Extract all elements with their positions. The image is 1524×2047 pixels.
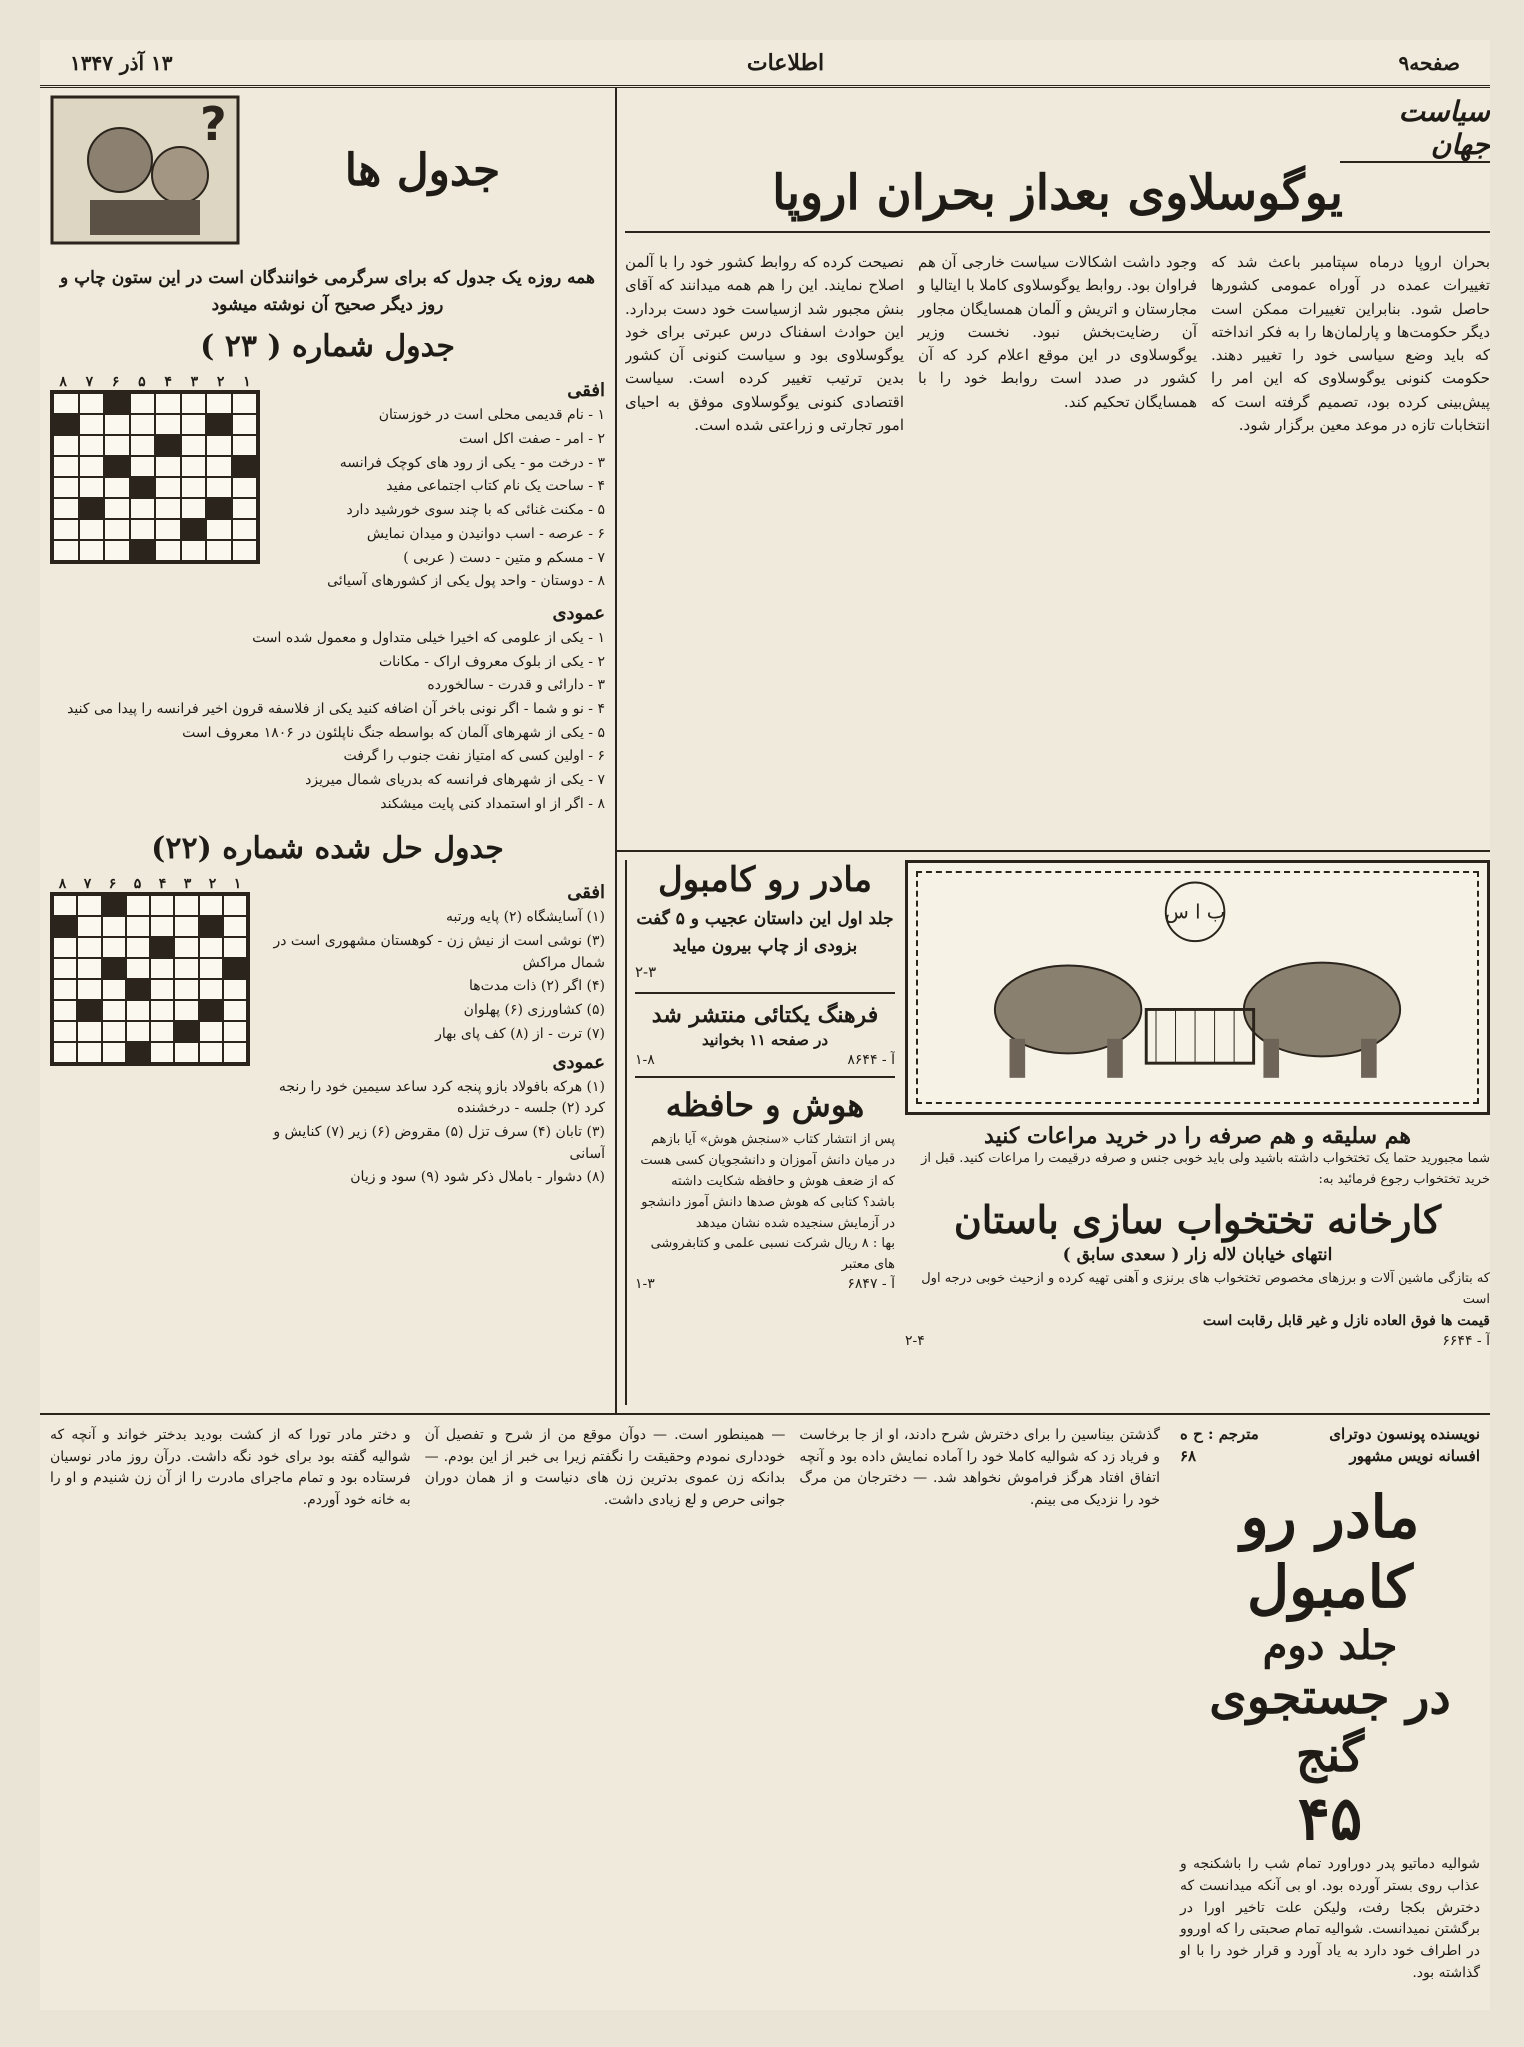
grid-cell[interactable] [174,937,198,958]
grid-cell[interactable] [53,498,79,519]
serial-column: گذشتن بیناسین را برای دخترش شرح دادند، او از جا برخاست و فریاد زد که شوالیه کاملا خود را آماده نمایش داده بود و آنچه اتفاق افتاد هرگز فراموش نخواهد شد. — دخترجان من مرگ خود را نزدیک می بینم. [799,1427,1160,1509]
grid-black-cell [181,519,207,540]
current-puzzle-title: جدول شماره ( ۲۳ ) [200,329,455,365]
grid-cell[interactable] [102,979,126,1000]
grid-cell[interactable] [53,937,77,958]
down-clue: ۶ - اولین کسی که امتیاز نفت جنوب را گرفت [343,748,605,765]
grid-cell[interactable] [79,435,105,456]
novel-ad-title: مادر رو کامبول [658,860,872,900]
grid-cell[interactable] [53,477,79,498]
grid-cell[interactable] [104,435,130,456]
solved-down-label: عمودی [552,1051,605,1073]
grid-cell[interactable] [53,456,79,477]
grid-column-number: ۵ [138,374,146,391]
grid-cell[interactable] [155,498,181,519]
solved-down-clue: (۸) دشوار - باملال ذکر شود (۹) سود و زیان [350,1169,605,1186]
grid-cell[interactable] [104,477,130,498]
across-clue: ۵ - مکنت غنائی که با چند سوی خورشید دارد [346,502,605,519]
grid-cell[interactable] [126,958,150,979]
grid-black-cell [150,937,174,958]
grid-black-cell [232,456,258,477]
grid-cell[interactable] [126,937,150,958]
grid-cell[interactable] [232,519,258,540]
issue-date: ۱۳ آذر ۱۳۴۷ [70,50,173,75]
grid-column-number: ۸ [59,374,67,391]
grid-cell[interactable] [206,540,232,561]
serial-column: و دختر مادر تورا که از کشت بودید بدختر خواند و آنچه که شوالیه گفته بود برای خود نگه داشت. درآن روز مادر نوسیان فرستاده بود و تمام ماجرای مادرت را از آن زن شنیدم و او را به خانه خود آوردم. [49,1427,411,1509]
across-clue: ۸ - دوستان - واحد پول یکی از کشورهای آسیائی [327,573,605,590]
column-rule [615,88,617,1413]
masthead [40,40,1490,88]
grid-cell[interactable] [130,393,156,414]
down-clue: ۴ - نو و شما - اگر نونی باخر آن اضافه کنید یکی از فلاسفه قرون اخیر فرانسه را پیدا می کنید [67,700,605,717]
serial-label: افسانه نویس مشهور [1349,1447,1480,1465]
grid-cell[interactable] [223,1000,247,1021]
grid-cell[interactable] [223,895,247,916]
down-clue: ۲ - یکی از بلوک معروف اراک - مکانات [379,653,605,670]
grid-black-cell [199,916,223,937]
bed-ad-slogan: هم سلیقه و هم صرفه را در خرید مراعات کنید [984,1123,1411,1149]
grid-cell[interactable] [53,519,79,540]
grid-black-cell [155,435,181,456]
grid-column-number: ۷ [83,876,92,893]
solved-puzzle-title: جدول حل شده شماره (۲۲) [151,831,504,867]
grid-cell[interactable] [206,519,232,540]
puzzle-figure-icon [50,95,240,245]
grid-cell[interactable] [174,1042,198,1063]
grid-cell[interactable] [104,519,130,540]
grid-cell[interactable] [53,393,79,414]
svg-text:?: ? [200,97,227,151]
grid-cell[interactable] [199,958,223,979]
serial-author: نویسنده پونسون دوترای [1329,1425,1480,1443]
grid-cell[interactable] [130,456,156,477]
grid-cell[interactable] [155,519,181,540]
grid-cell[interactable] [79,477,105,498]
grid-cell[interactable] [79,456,105,477]
solved-down-clue: (۳) تابان (۴) سرف تزل (۵) مقروض (۶) زیر (۷) کنایش و آسانی [273,1123,605,1162]
section-brand: سیاست جهان [1340,95,1490,163]
crossword-title: جدول ها [344,144,501,196]
solved-across-clue: (۴) اگر (۲) ذات مدت‌ها [469,978,605,995]
grid-column-number: ۶ [111,374,120,391]
serial-volume: جلد دوم [1262,1622,1398,1670]
serial-section [40,1425,1490,2005]
bed-ad-code-2: ۲-۴ [905,1332,925,1349]
article-column: وجود داشت اشکالات سیاست خارجی آن هم فراوان بود. روابط یوگوسلاوی کاملا با ایتالیا و مجارستان و اتریش و آلمان همسایگان مجاور آن رضایت‌بخش نبود. نخست وزیر یوگوسلاوی در این موقع اعلام کرد که آن کشور در صدد است روابط خود را با همسایگان تحکیم کند. [918,253,1197,411]
grid-cell[interactable] [53,895,77,916]
grid-cell[interactable] [232,393,258,414]
bed-ad-code: آ - ۶۶۴۴ [1442,1332,1490,1349]
serial-translator: مترجم : ح ه [1180,1425,1259,1443]
grid-cell[interactable] [126,1000,150,1021]
grid-cell[interactable] [206,393,232,414]
novel-ad-text: جلد اول این داستان عجیب و ۵ گفت بزودی از چاپ بیرون میاید [636,909,894,957]
bed-ad-price: قیمت ها فوق العاده نازل و غیر قابل رقابت است [1202,1313,1490,1330]
grid-cell[interactable] [181,477,207,498]
grid-cell[interactable] [102,916,126,937]
grid-cell[interactable] [155,456,181,477]
newspaper-page [40,40,1490,2010]
across-clue: ۷ - مسکم و متین - دست ( عربی ) [403,549,605,566]
serial-header [1180,1425,1480,2000]
grid-cell[interactable] [199,895,223,916]
grid-cell[interactable] [130,414,156,435]
grid-black-cell [53,414,79,435]
grid-cell[interactable] [199,1021,223,1042]
across-label: افقی [567,380,605,402]
grid-cell[interactable] [150,1042,174,1063]
grid-cell[interactable] [206,435,232,456]
grid-cell[interactable] [53,979,77,1000]
across-clue: ۳ - درخت مو - یکی از رود های کوچک فرانسه [339,454,605,471]
crossword-grid-solved [50,876,250,1191]
grid-cell[interactable] [223,937,247,958]
grid-cell[interactable] [155,414,181,435]
dictionary-ad-code-2: ۱-۸ [635,1052,655,1069]
grid-black-cell [126,979,150,1000]
grid-cell[interactable] [79,393,105,414]
grid-cell[interactable] [77,1042,101,1063]
bed-factory-ad [905,860,1490,1405]
serial-subtitle: در جستجوی گنج [1209,1669,1451,1783]
grid-cell[interactable] [150,895,174,916]
dictionary-ad-title: فرهنگ یکتائی منتشر شد [651,1002,879,1029]
grid-cell[interactable] [232,435,258,456]
grid-column-number: ۳ [183,876,192,893]
grid-black-cell [102,958,126,979]
grid-cell[interactable] [232,540,258,561]
grid-cell[interactable] [79,414,105,435]
grid-column-number: ۸ [58,876,67,893]
grid-cell[interactable] [155,540,181,561]
solved-across-clue: (۷) ترت - از (۸) کف پای بهار [435,1025,605,1042]
serial-column: — همینطور است. — دوآن موقع من از شرح و تفصیل آن خودداری نمودم وحقیقت را نگفتم زیرا بی خبر از این بودم. — بدانکه زن عموی بدترین زن های دنیاست و از همان دوران جوانی حرص و لع زیادی داشت. [424,1427,786,1509]
grid-cell[interactable] [181,414,207,435]
dictionary-ad-code: آ - ۸۶۴۴ [847,1052,895,1069]
grid-cell[interactable] [206,456,232,477]
crossword-grid-current[interactable] [50,374,260,595]
down-clue: ۷ - یکی از شهرهای فرانسه که بدریای شمال میریزد [305,772,605,788]
grid-cell[interactable] [77,1021,101,1042]
grid-black-cell [223,958,247,979]
grid-black-cell [104,456,130,477]
grid-cell[interactable] [77,979,101,1000]
page-number: صفحه۹ [1398,50,1460,75]
solved-across-clue: (۱) آسایشگاه (۲) پایه ورتبه [445,909,605,926]
solved-across-label: افقی [567,882,605,904]
bed-ad-address: انتهای خیابان لاله زار ( سعدی سابق ) [1062,1244,1333,1265]
grid-cell[interactable] [174,1000,198,1021]
grid-cell[interactable] [174,916,198,937]
bed-ad-note: شما مجبورید حتما یک تختخواب داشته باشید ولی باید خوبی جنس و صرفه درقیمت را مراعات کنید. قبل از خرید تختخواب رجوع فرمائید به: [921,1151,1490,1187]
grid-black-cell [77,1000,101,1021]
grid-cell[interactable] [126,916,150,937]
grid-black-cell [174,1021,198,1042]
grid-cell[interactable] [181,498,207,519]
down-clue: ۵ - یکی از شهرهای آلمان که بواسطه جنگ ناپلئون در ۱۸۰۶ معروف است [182,724,605,741]
paper-name: اطلاعات [746,49,825,76]
memory-ad-text: پس از انتشار کتاب «سنجش هوش» آیا بازهم در میان دانش آموزان و دانشجویان کسی هست که از ضعف هوش و حافظه شکایت داشته باشد؟ کتابی که هوش صدها دانش آموز دانشجو در آزمایش سنجیده شده نشان میدهد [640,1132,895,1231]
grid-cell[interactable] [223,916,247,937]
grid-cell[interactable] [53,1000,77,1021]
grid-black-cell [53,916,77,937]
grid-cell[interactable] [104,498,130,519]
memory-ad-code-2: ۱-۳ [635,1275,655,1292]
article-column: نصیحت کرده که روابط کشور خود را با آلمن اصلاح نمایند. این را هم همه میدانند که آقای بنش مجبور شد ازسیاست خود دست بردارد. این حوادث اسفناک درس عبرتی برای خود یوگوسلاوی بود و سیاست کنونی آن کشور بدین ترتیب تغییر کرده است. سیاست اقتصادی کنونی یوگوسلاوی موفق به احیای امور تجارتی و زراعتی شده است. [625,253,904,434]
grid-cell[interactable] [232,498,258,519]
bed-ad-title: کارخانه تختخواب سازی باستان [953,1196,1442,1242]
grid-cell[interactable] [174,895,198,916]
grid-black-cell [206,498,232,519]
novel-ad-code: ۲-۳ [635,963,657,982]
grid-cell[interactable] [150,979,174,1000]
grid-black-cell [126,1042,150,1063]
grid-black-cell [199,1000,223,1021]
grid-cell[interactable] [77,937,101,958]
grid-cell[interactable] [150,1000,174,1021]
grid-cell[interactable] [232,414,258,435]
grid-cell[interactable] [102,1000,126,1021]
ads-middle [625,860,895,1405]
bed-illustration [905,860,1490,1115]
grid-cell[interactable] [150,916,174,937]
grid-column-number: ۲ [216,374,225,391]
grid-cell[interactable] [199,937,223,958]
grid-black-cell [206,414,232,435]
grid-cell[interactable] [150,1021,174,1042]
crossword-section [50,95,605,1405]
grid-cell[interactable] [104,414,130,435]
down-clue: ۱ - یکی از علومی که اخیرا خیلی متداول و معمول شده است [252,629,605,646]
grid-cell[interactable] [155,393,181,414]
grid-cell[interactable] [174,979,198,1000]
grid-cell[interactable] [181,540,207,561]
grid-black-cell [104,393,130,414]
grid-cell[interactable] [53,1042,77,1063]
grid-black-cell [79,498,105,519]
article-column: بحران اروپا درماه سپتامبر باعث شد که تغییرات عمده در آوراه عمومی کشورها حاصل شود. بنابراین تغییرات ممکن است دیگر حکومت‌ها و پارلمان‌ها را به فکر انداخته که باید وضع سیاسی خود را تغییر دهند. حکومت کنونی یوگوسلاوی که این امر را پیش‌بینی کرده بود، تصمیم گرفته است که انتخابات تازه در موعد معین برگزار شود. [1211,253,1490,434]
grid-cell[interactable] [104,540,130,561]
grid-cell[interactable] [53,1021,77,1042]
bed-ad-description: که بتازگی ماشین آلات و برزهای مخصوص تختخواب های برنزی و آهنی تهیه کرده و ازحیث خوبی درجه اول است [921,1270,1490,1307]
down-label: عمودی [552,602,605,624]
dictionary-ad-text: در صفحه ۱۱ بخوانید [701,1031,829,1050]
grid-cell[interactable] [232,477,258,498]
grid-black-cell [130,540,156,561]
crossword-intro: همه روزه یک جدول که برای سرگرمی خوانندگان است در این ستون چاپ و روز دیگر صحیح آن نوشته میشود [60,268,595,316]
solved-across-clue: (۵) کشاورزی (۶) پهلوان [463,1002,605,1019]
grid-cell[interactable] [206,477,232,498]
grid-column-number: ۵ [133,876,142,893]
grid-column-number: ۷ [85,374,94,391]
grid-cell[interactable] [53,540,79,561]
grid-cell[interactable] [223,1021,247,1042]
across-clue: ۴ - ساحت یک نام کتاب اجتماعی مفید [386,478,605,495]
grid-cell[interactable] [53,958,77,979]
section-rule [617,850,1490,852]
across-clue: ۱ - نام قدیمی محلی است در خوزستان [378,407,605,424]
grid-black-cell [102,895,126,916]
grid-column-number: ۶ [108,876,117,893]
grid-cell[interactable] [199,1042,223,1063]
politics-section [625,95,1490,845]
grid-column-number: ۲ [208,876,217,893]
grid-cell[interactable] [79,540,105,561]
grid-cell[interactable] [102,937,126,958]
grid-cell[interactable] [77,916,101,937]
serial-number: ۶۸ [1180,1447,1197,1465]
serial-title: مادر رو کامبول [1240,1483,1420,1621]
grid-cell[interactable] [79,519,105,540]
grid-cell[interactable] [223,1042,247,1063]
grid-column-number: ۴ [164,374,172,391]
across-clue: ۶ - عرصه - اسب دوانیدن و میدان نمایش [366,525,605,542]
grid-cell[interactable] [77,958,101,979]
grid-column-number: ۱ [243,374,251,391]
grid-cell[interactable] [181,393,207,414]
grid-column-number: ۴ [158,876,167,893]
grid-cell[interactable] [126,895,150,916]
grid-cell[interactable] [199,979,223,1000]
solved-down-clue: (۱) هرکه بافولاد بازو پنجه کرد ساعد سیمین خود را رنجه کرد (۲) جلسه - درخشنده [278,1078,605,1117]
bed-logo-text: ب ا س [1165,900,1226,924]
grid-cell[interactable] [155,477,181,498]
grid-cell[interactable] [102,1021,126,1042]
serial-column: شوالیه دماتیو پدر دوراورد تمام شب را باشکنجه و عذاب روی بستر آورده بود. او بی آنکه میدانست که دخترش بکجا رفت، ولیکن علت تاخیر اورا در برگشتن نمیدانست. شوالیه تمام صحبتی را که اوروو در اطراف خود دارد به یاد آورد و قرار خود را با او گذاشته بود. [1180,1856,1480,1981]
grid-cell[interactable] [181,435,207,456]
grid-cell[interactable] [130,435,156,456]
across-clue: ۲ - امر - صفت اکل است [458,431,605,448]
memory-ad-code: آ - ۶۸۴۷ [847,1275,895,1292]
grid-cell[interactable] [181,456,207,477]
grid-column-number: ۳ [190,374,199,391]
grid-cell[interactable] [150,958,174,979]
section-rule [40,1413,1490,1415]
grid-cell[interactable] [130,498,156,519]
grid-black-cell [130,477,156,498]
grid-cell[interactable] [53,435,79,456]
down-clue: ۸ - اگر از او استمداد کنی پایت میشکند [380,795,605,812]
grid-cell[interactable] [174,958,198,979]
politics-headline: یوگوسلاوی بعداز بحران اروپا [625,165,1490,233]
grid-column-number: ۱ [233,876,242,893]
solved-across-clue: (۳) نوشی است از نیش زن - کوهستان مشهوری است در شمال مراکش [273,933,605,971]
memory-ad-title: هوش و حافظه [665,1086,865,1125]
grid-cell[interactable] [223,979,247,1000]
grid-cell[interactable] [126,1021,150,1042]
memory-ad-price: بها : ۸ ریال شرکت نسبی علمی و کتابفروشی های معتبر [650,1236,895,1273]
chapter-number: ۴۵ [1297,1784,1363,1855]
down-clue: ۳ - دارائی و قدرت - سالخورده [427,677,605,694]
grid-cell[interactable] [102,1042,126,1063]
grid-cell[interactable] [130,519,156,540]
grid-cell[interactable] [77,895,101,916]
